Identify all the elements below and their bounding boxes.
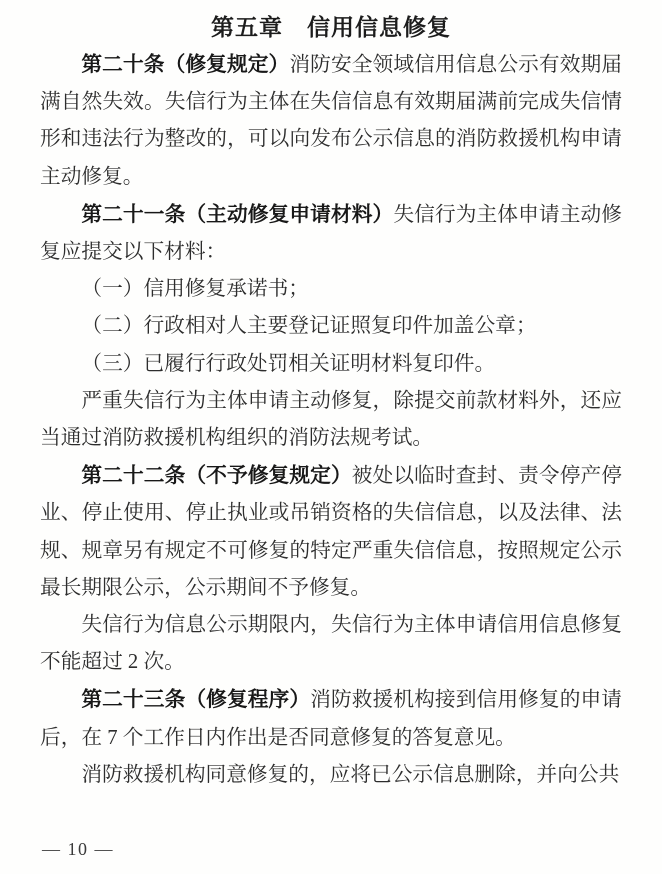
- paragraph: 第二十三条（修复程序）消防救援机构接到信用修复的申请后，在 7 个工作日内作出是否同意修复的答复意见。: [40, 688, 622, 749]
- paragraph: （三）已履行行政处罚相关证明材料复印件。: [81, 352, 496, 375]
- paragraph: 第二十一条（主动修复申请材料）失信行为主体申请主动修复应提交以下材料：: [40, 202, 622, 264]
- chapter-title: 第五章 信用信息修复: [211, 14, 451, 40]
- paragraph: 第二十二条（不予修复规定）被处以临时查封、责令停产停业、停止使用、停止执业或吊销资格的失信信息，以及法律、法规、规章另有规定不可修复的特定严重失信信息，按照规定公示最长期限公示，公示期间不予修复。: [40, 464, 622, 599]
- paragraph: 消防救援机构同意修复的，应将已公示信息删除，并向公共: [81, 763, 620, 786]
- article-heading: 第二十三条（修复程序）: [81, 688, 311, 712]
- paragraph: 第二十条（修复规定）消防安全领域信用信息公示有效期届满自然失效。失信行为主体在失信信息有效期届满前完成失信情形和违法行为整改的，可以向发布公示信息的消防救援机构申请主动修复。: [40, 53, 622, 188]
- document-body: [40, 9, 622, 794]
- paragraph: 严重失信行为主体申请主动修复，除提交前款材料外，还应当通过消防救援机构组织的消防法规考试。: [40, 389, 622, 450]
- page-number: — 10 —: [42, 839, 114, 859]
- article-heading: 第二十二条（不予修复规定）: [81, 464, 352, 488]
- article-heading: 第二十一条（主动修复申请材料）: [81, 202, 394, 226]
- paragraph: （二）行政相对人主要登记证照复印件加盖公章；: [81, 315, 537, 338]
- article-heading: 第二十条（修复规定）: [81, 53, 290, 76]
- paragraph: （一）信用修复承诺书；: [81, 278, 309, 301]
- paragraph: 失信行为信息公示期限内，失信行为主体申请信用信息修复不能超过 2 次。: [40, 614, 622, 674]
